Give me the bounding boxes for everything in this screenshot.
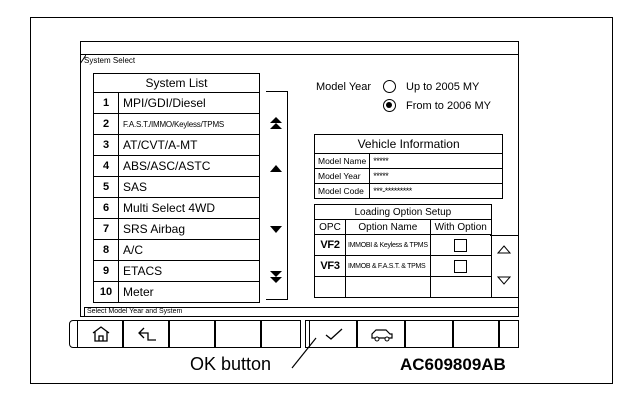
status-bar: Select Model Year and System — [84, 307, 519, 317]
system-name[interactable]: SAS — [119, 177, 260, 198]
figure-code: AC609809AB — [400, 355, 506, 374]
system-list-header: System List — [94, 74, 260, 93]
system-name[interactable]: Meter — [119, 282, 260, 303]
item-number: 6 — [94, 198, 119, 219]
system-name[interactable]: ETACS — [119, 261, 260, 282]
model-year-label: Model Year — [316, 81, 372, 93]
item-number: 7 — [94, 219, 119, 240]
loading-option-title: Loading Option Setup — [315, 205, 492, 220]
column-header-opc: OPC — [315, 220, 346, 235]
item-number: 3 — [94, 135, 119, 156]
system-name[interactable]: MPI/GDI/Diesel — [119, 93, 260, 114]
callout-label: OK button — [190, 354, 272, 374]
opc-code: VF2 — [315, 235, 346, 256]
system-name[interactable]: SRS Airbag — [119, 219, 260, 240]
vehicle-info-label: Model Code — [315, 184, 370, 199]
item-number: 10 — [94, 282, 119, 303]
item-number: 1 — [94, 93, 119, 114]
vehicle-info-value: ***** — [370, 154, 503, 169]
system-name[interactable]: AT/CVT/A-MT — [119, 135, 260, 156]
system-name[interactable]: ABS/ASC/ASTC — [119, 156, 260, 177]
column-header-option-name: Option Name — [346, 220, 431, 235]
item-number: 4 — [94, 156, 119, 177]
vehicle-info-title: Vehicle Information — [315, 135, 503, 154]
vehicle-info-value: ***-********* — [370, 184, 503, 199]
opc-code: VF3 — [315, 256, 346, 277]
radio-label-up-to-2005: Up to 2005 MY — [406, 81, 480, 93]
screen-title: System Select — [84, 56, 136, 65]
system-name[interactable]: Multi Select 4WD — [119, 198, 260, 219]
radio-label-from-2006: From to 2006 MY — [406, 100, 491, 112]
vehicle-info-label: Model Year — [315, 169, 370, 184]
item-number: 5 — [94, 177, 119, 198]
column-header-with-option: With Option — [430, 220, 491, 235]
option-name: IMMOBI & Keyless & TPMS — [346, 235, 431, 256]
vehicle-info-value: ***** — [370, 169, 503, 184]
item-number: 8 — [94, 240, 119, 261]
option-name: IMMOB & F.A.S.T. & TPMS — [346, 256, 431, 277]
item-number: 9 — [94, 261, 119, 282]
system-name[interactable]: F.A.S.T./IMMO/Keyless/TPMS — [119, 114, 260, 135]
vehicle-info-label: Model Name — [315, 154, 370, 169]
item-number: 2 — [94, 114, 119, 135]
system-name[interactable]: A/C — [119, 240, 260, 261]
